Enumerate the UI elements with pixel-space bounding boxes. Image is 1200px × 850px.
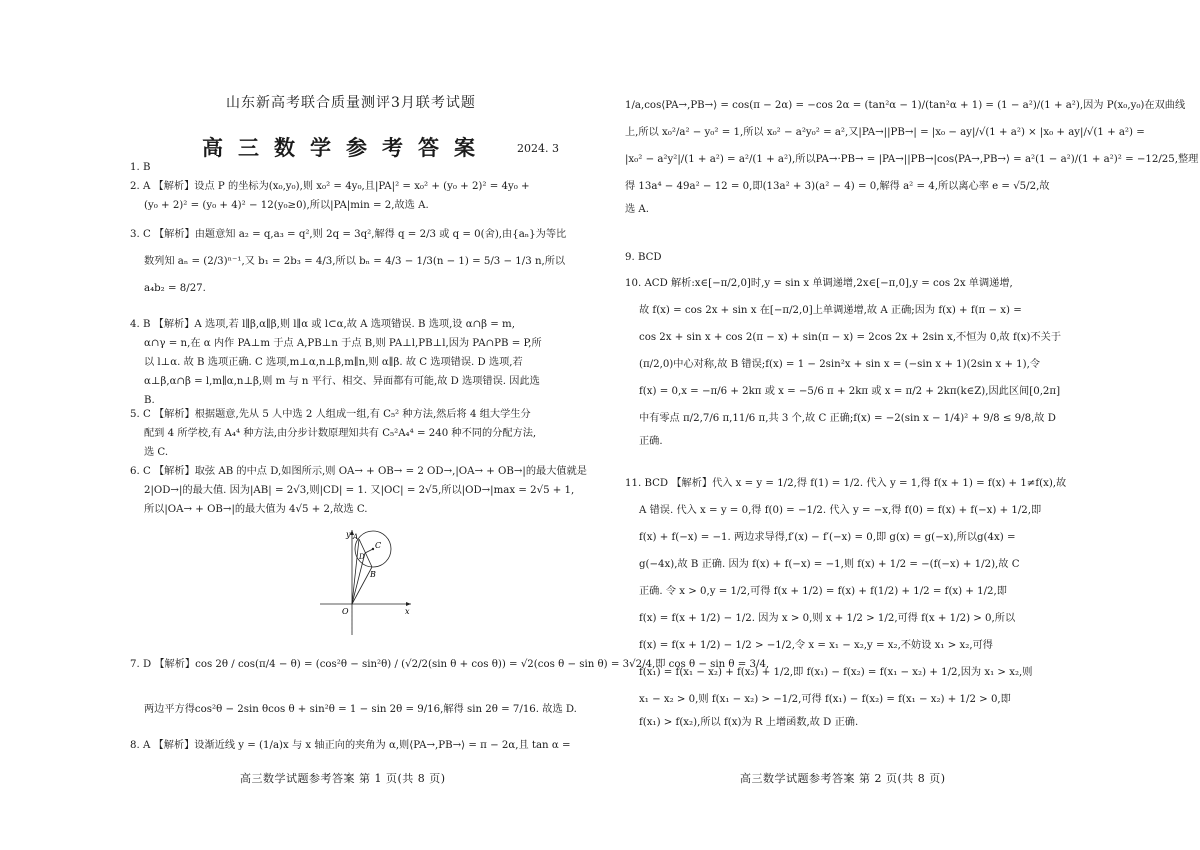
answer-line: 中有零点 π/2,7/6 π,11/6 π,共 3 个,故 C 正确;f(x) = −2(sin x − 1/4)² + 9/8 ≤ 9/8,故 D xyxy=(639,413,1056,424)
answer-block xyxy=(130,700,585,719)
answer-block xyxy=(625,270,1080,451)
answer-line: f(x) + f(−x) = −1. 两边求导得,f′(x) − f′(−x) = 0,即 g(x) = g(−x),所以g(4x) = xyxy=(639,532,1016,543)
answer-line: (π/2,0)中心对称,故 B 错误;f(x) = 1 − 2sin²x + sin x = (−sin x + 1)(2sin x + 1),令 xyxy=(639,359,1041,370)
circle-vector-figure xyxy=(315,527,415,637)
answer-line: 两边平方得cos²θ − 2sin θcos θ + sin²θ = 1 − sin 2θ = 9/16,解得 sin 2θ = 7/16. 故选 D. xyxy=(144,704,577,715)
answer-line: 8. A 【解析】设渐近线 y = (1/a)x 与 x 轴正向的夹角为 α,则⟨PA→,PB→⟩ = π − 2α,且 tan α = xyxy=(130,740,571,751)
answer-line: α∩γ = n,在 α 内作 PA⊥m 于点 A,PB⊥n 于点 B,则 PA⊥l,PB⊥l,因为 PA∩PB = P,所 xyxy=(144,338,542,349)
answer-block xyxy=(130,221,585,302)
answer-line: a₄b₂ = 8/27. xyxy=(144,283,206,294)
footer-left: 高三数学试题参考答案 第 1 页(共 8 页) xyxy=(240,772,446,785)
answer-line: 6. C 【解析】取弦 AB 的中点 D,如图所示,则 OA→ + OB→ = 2 OD→,|OA→ + OB→|的最大值就是 xyxy=(130,466,587,477)
answer-line: 数列知 aₙ = (2/3)ⁿ⁻¹,又 b₁ = 2b₃ = 4/3,所以 bₙ = 4/3 − 1/3(n − 1) = 5/3 − 1/3 n,所以 xyxy=(144,256,566,267)
answer-line: 9. BCD xyxy=(625,252,662,263)
answer-line: α⊥β,α∩β = l,m∥α,n⊥β,则 m 与 n 平行、相交、异面都有可能,故 D 选项错误. 因此选 xyxy=(144,376,540,387)
answer-line: 7. D 【解析】cos 2θ / cos(π/4 − θ) = (cos²θ − sin²θ) / (√2/2(sin θ + cos θ)) = √2(cos θ − sin θ) = 3√2/4,即 cos θ − sin θ = 3/4, xyxy=(130,659,770,670)
answer-line: 正确. 令 x > 0,y = 1/2,可得 f(x + 1/2) = f(x) + f(1/2) + 1/2 = f(x) + 1/2,即 xyxy=(639,586,1007,597)
answer-line: 上,所以 x₀²/a² − y₀² = 1,所以 x₀² − a²y₀² = a²,又|PA→||PB→| = |x₀ − ay|/√(1 + a²) × |x₀ + ay|/√(1 + a²) = xyxy=(625,127,1145,138)
answer-block xyxy=(130,405,585,462)
answer-line: 2. A 【解析】设点 P 的坐标为(x₀,y₀),则 x₀² = 4y₀,且|PA|² = x₀² + (y₀ + 2)² = 4y₀ + xyxy=(130,181,530,192)
answer-line: f(x) = 0,x = −π/6 + 2kπ 或 x = −5/6 π + 2kπ 或 x = π/2 + 2kπ(k∈Z),因此区间[0,2π] xyxy=(639,386,1061,397)
label-d: D xyxy=(359,553,365,561)
answer-line: 正确. xyxy=(639,436,663,447)
answer-line: B. xyxy=(144,395,155,406)
right-column xyxy=(625,0,1199,850)
answer-line: A 错误. 代入 x = y = 0,得 f(0) = −1/2. 代入 y = −x,得 f(0) = f(x) + f(−x) + 1/2,即 xyxy=(639,505,1042,516)
answer-line: 11. BCD 【解析】代入 x = y = 1/2,得 f(1) = 1/2. 代入 y = 1,得 f(x + 1) = f(x) + 1≠f(x),故 xyxy=(625,478,1067,489)
answer-line: 4. B 【解析】A 选项,若 l∥β,α∥β,则 l∥α 或 l⊂α,故 A 选项错误. B 选项,设 α∩β = m, xyxy=(130,319,515,330)
label-a: A xyxy=(353,533,359,541)
label-origin: O xyxy=(342,607,349,616)
answer-block xyxy=(130,736,585,755)
answer-block xyxy=(625,92,1199,219)
answer-line: cos 2x + sin x + cos 2(π − x) + sin(π − x) = 2cos 2x + 2sin x,不恒为 0,故 f(x)不关于 xyxy=(639,332,1062,343)
answer-line: 1/a,cos⟨PA→,PB→⟩ = cos(π − 2α) = −cos 2α = (tan²α − 1)/(tan²α + 1) = (1 − a²)/(1 + a²),因为 P(x₀,y₀)在双曲线 xyxy=(625,100,1186,111)
answer-line: 10. ACD 解析:x∈[−π/2,0]时,y = sin x 单调递增,2x∈[−π,0],y = cos 2x 单调递增, xyxy=(625,278,1013,289)
doc-date: 2024. 3 xyxy=(517,142,559,155)
answer-line: f(x) = f(x + 1/2) − 1/2 > −1/2,令 x = x₁ − x₂,y = x₂,不妨设 x₁ > x₂,可得 xyxy=(639,640,993,651)
label-b: B xyxy=(370,570,376,579)
answer-line: 配到 4 所学校,有 A₄⁴ 种方法,由分步计数原理知共有 C₅²A₄⁴ = 240 种不同的分配方法, xyxy=(144,428,537,439)
doc-title: 高三数学参考答案 xyxy=(202,135,490,160)
answer-block xyxy=(625,248,1080,267)
answer-block xyxy=(130,462,585,519)
answer-block xyxy=(130,177,585,215)
answer-line: x₁ − x₂ > 0,则 f(x₁ − x₂) > −1/2,可得 f(x₁) − f(x₂) = f(x₁ − x₂) + 1/2 > 0,即 xyxy=(639,694,1011,705)
answer-line: f(x) = f(x + 1/2) − 1/2. 因为 x > 0,则 x + 1/2 > 1/2,可得 f(x + 1/2) > 0,所以 xyxy=(639,613,1016,624)
answer-block xyxy=(130,315,585,410)
answer-line: 选 A. xyxy=(625,204,650,215)
exam-title: 山东新高考联合质量测评3月联考试题 xyxy=(226,95,476,111)
answer-line: (y₀ + 2)² = (y₀ + 4)² − 12(y₀≥0),所以|PA|min = 2,故选 A. xyxy=(144,200,429,211)
answer-line: 1. B xyxy=(130,162,151,173)
answer-line: 以 l⊥α. 故 B 选项正确. C 选项,m⊥α,n⊥β,m∥n,则 α∥β. 故 C 选项错误. D 选项,若 xyxy=(144,357,523,368)
footer-right: 高三数学试题参考答案 第 2 页(共 8 页) xyxy=(740,772,946,785)
label-c: C xyxy=(375,541,382,550)
answer-block xyxy=(625,470,1080,732)
answer-line: 5. C 【解析】根据题意,先从 5 人中选 2 人组成一组,有 C₅² 种方法,然后将 4 组大学生分 xyxy=(130,409,531,420)
answer-line: 所以|OA→ + OB→|的最大值为 4√5 + 2,故选 C. xyxy=(144,504,368,515)
label-x: x xyxy=(405,607,410,616)
answer-line: 3. C 【解析】由题意知 a₂ = q,a₃ = q²,则 2q = 3q²,解得 q = 2/3 或 q = 0(舍),由{aₙ}为等比 xyxy=(130,229,567,240)
label-y: y xyxy=(346,530,351,539)
answer-line: f(x₁) > f(x₂),所以 f(x)为 R 上增函数,故 D 正确. xyxy=(639,717,859,728)
answer-line: 选 C. xyxy=(144,447,169,458)
answer-line: 故 f(x) = cos 2x + sin x 在[−π/2,0]上单调递增,故 A 正确;因为 f(x) + f(π − x) = xyxy=(639,305,1022,316)
answer-line: 2|OD→|的最大值. 因为|AB| = 2√3,则|CD| = 1. 又|OC| = 2√5,所以|OD→|max = 2√5 + 1, xyxy=(144,485,575,496)
answer-line: g(−4x),故 B 正确. 因为 f(x) + f(−x) = −1,则 f(x) + 1/2 = −(f(−x) + 1/2),故 C xyxy=(639,559,1020,570)
answer-line: f(x₁) = f(x₁ − x₂) + f(x₂) + 1/2,即 f(x₁) − f(x₂) = f(x₁ − x₂) + 1/2,因为 x₁ > x₂,则 xyxy=(639,667,1033,678)
answer-line: 得 13a⁴ − 49a² − 12 = 0,即(13a² + 3)(a² − 4) = 0,解得 a² = 4,所以离心率 e = √5/2,故 xyxy=(625,181,1050,192)
answer-block xyxy=(130,651,770,678)
answer-block xyxy=(130,158,585,177)
answer-line: |x₀² − a²y²|/(1 + a²) = a²/(1 + a²),所以PA→·PB→ = |PA→||PB→|cos⟨PA→,PB→⟩ = a²(1 − a²)/(1 + a²)² = −12/25,整理 xyxy=(625,154,1199,165)
